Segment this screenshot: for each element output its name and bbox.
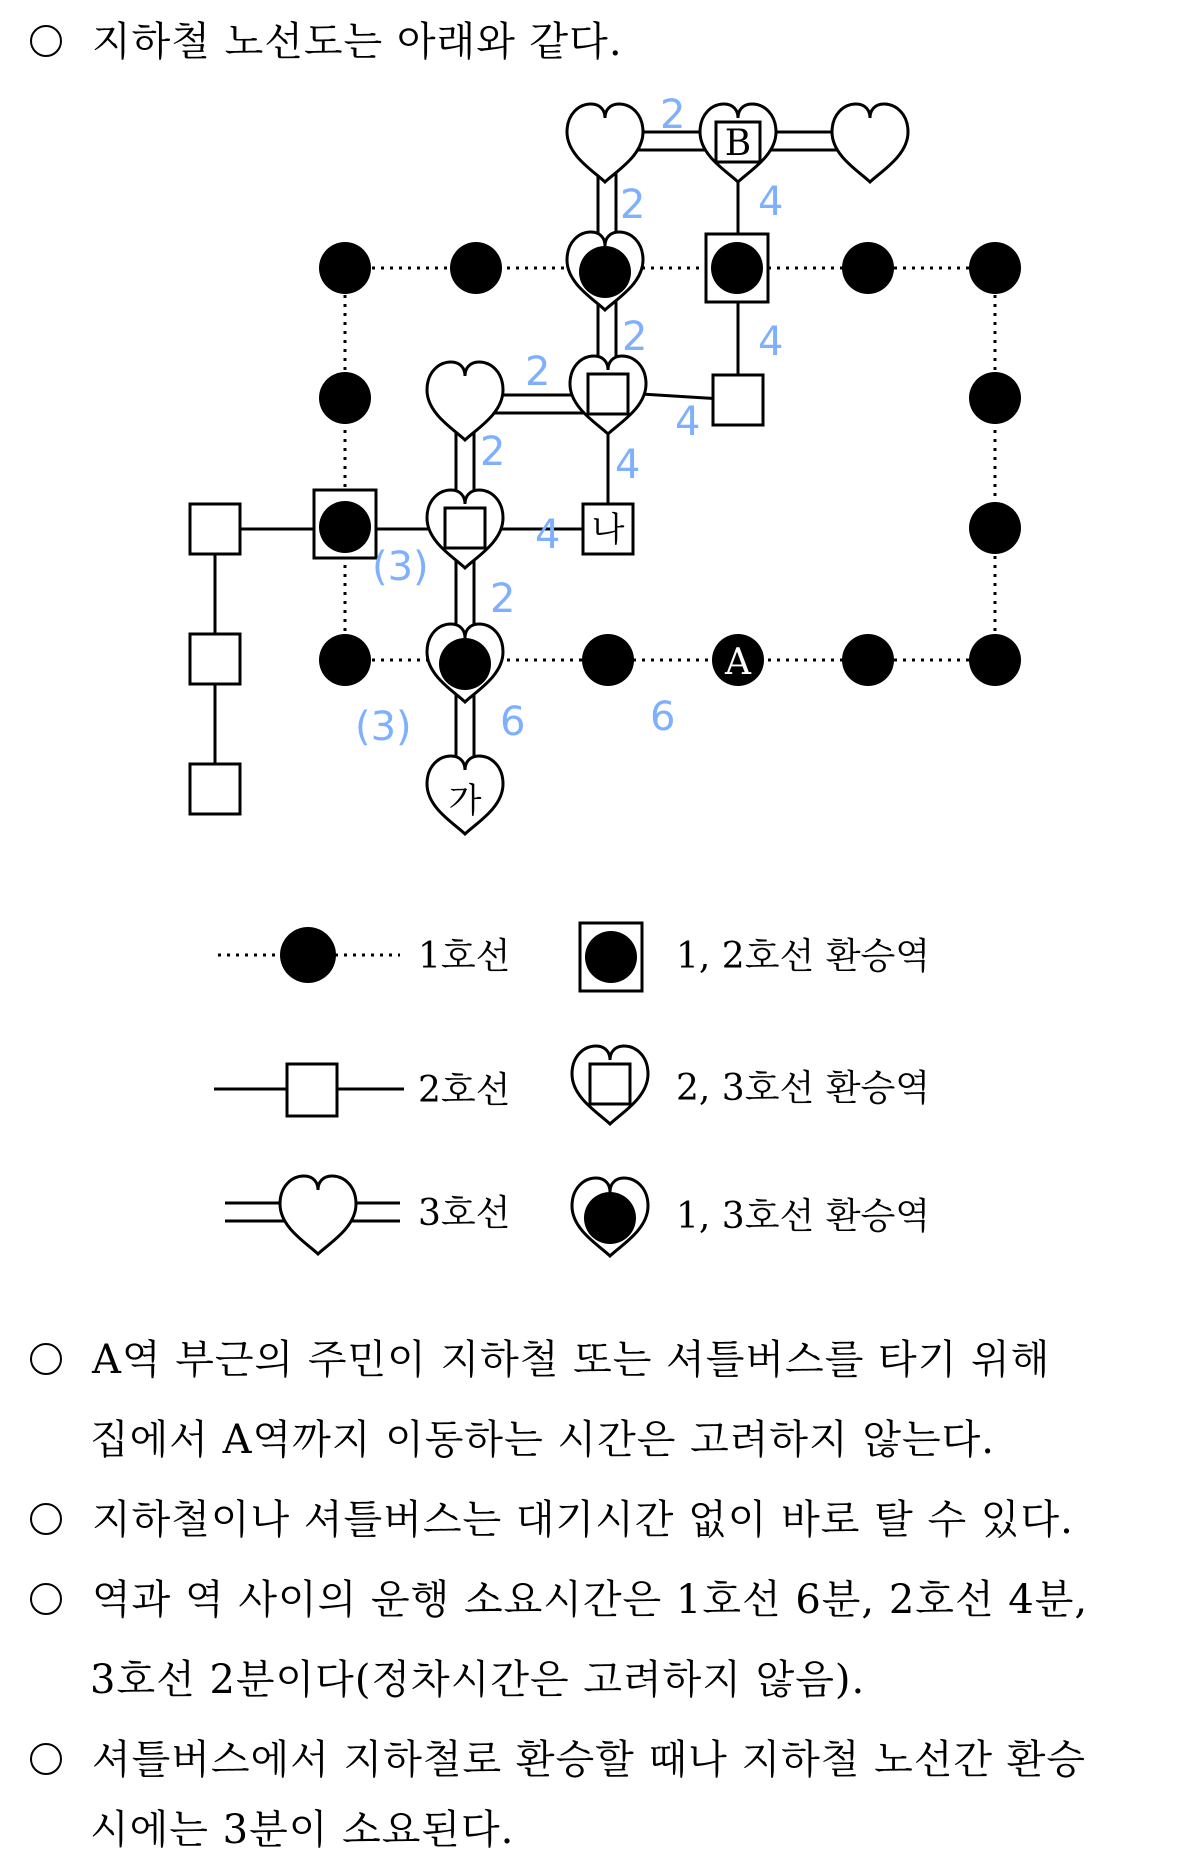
station-l1 [450,242,502,294]
bullet-circle-icon [30,1343,62,1375]
station-l1 [969,372,1021,424]
legend-line2: 2호선 [418,1070,511,1111]
station-l1 [969,502,1021,554]
note: 4 [535,512,561,558]
bullet-circle-icon [30,1583,62,1615]
note: 2 [620,182,646,228]
note: 6 [500,699,526,745]
station-l1 [842,242,894,294]
legend-line1: 1호선 [418,936,511,977]
note: 4 [675,399,701,445]
station-l3 [832,104,908,182]
line3-track [456,132,870,792]
condition-3-cont [90,1657,866,1703]
condition-text: 3호선 2분이다(정차시간은 고려하지 않음). [90,1657,866,1703]
condition-1-cont [90,1417,995,1463]
note: 4 [758,319,784,365]
station-l2 [713,375,763,425]
legend-transfer12: 1, 2호선 환승역 [676,936,931,977]
station-l3 [567,104,643,182]
note: (3) [372,544,429,590]
legend-transfer13: 1, 3호선 환승역 [676,1196,931,1237]
condition-3 [30,1577,1089,1623]
note: 6 [650,694,676,740]
station-a-label: A [725,642,751,683]
station-l1 [969,634,1021,686]
station-l2 [190,634,240,684]
condition-4-cont [90,1807,515,1853]
station-na-label: 나 [591,510,625,550]
note: 2 [480,429,506,475]
station-ga-label: 가 [448,781,482,821]
station-b-label: B [724,123,752,164]
station-l2 [190,764,240,814]
station-l1 [842,634,894,686]
condition-text: 시에는 3분이 소요된다. [90,1807,515,1853]
station-l1 [969,242,1021,294]
intro-text: 지하철 노선도는 아래와 같다. [92,19,623,65]
condition-text: 집에서 A역까지 이동하는 시간은 고려하지 않는다. [90,1417,995,1463]
note: 2 [622,314,648,360]
station-l1 [582,634,634,686]
note: 4 [615,442,641,488]
line1-stations [319,242,1021,686]
station-l1 [319,634,371,686]
note: 2 [490,576,516,622]
condition-text: 셔틀버스에서 지하철로 환승할 때나 지하철 노선간 환승 [92,1737,1087,1783]
note: 2 [525,349,551,395]
station-l2 [190,504,240,554]
condition-1 [30,1337,1051,1383]
transfer13-stations [427,232,643,702]
condition-text: 지하철이나 셔틀버스는 대기시간 없이 바로 탈 수 있다. [92,1497,1074,1543]
note: 2 [660,92,686,138]
condition-2 [30,1497,1074,1543]
note: (3) [355,704,412,750]
legend-transfer23: 2, 3호선 환승역 [676,1068,931,1109]
condition-text: 역과 역 사이의 운행 소요시간은 1호선 6분, 2호선 4분, [92,1577,1089,1623]
condition-text: A역 부근의 주민이 지하철 또는 셔틀버스를 타기 위해 [92,1337,1051,1383]
condition-4 [30,1737,1087,1783]
note: 4 [758,179,784,225]
bullet-circle-icon [30,1743,62,1775]
station-l1 [319,242,371,294]
legend-line3: 3호선 [418,1193,511,1234]
line1-track [345,268,995,660]
station-l1 [319,372,371,424]
legend [214,923,930,1124]
bullet-circle-icon [30,1503,62,1535]
